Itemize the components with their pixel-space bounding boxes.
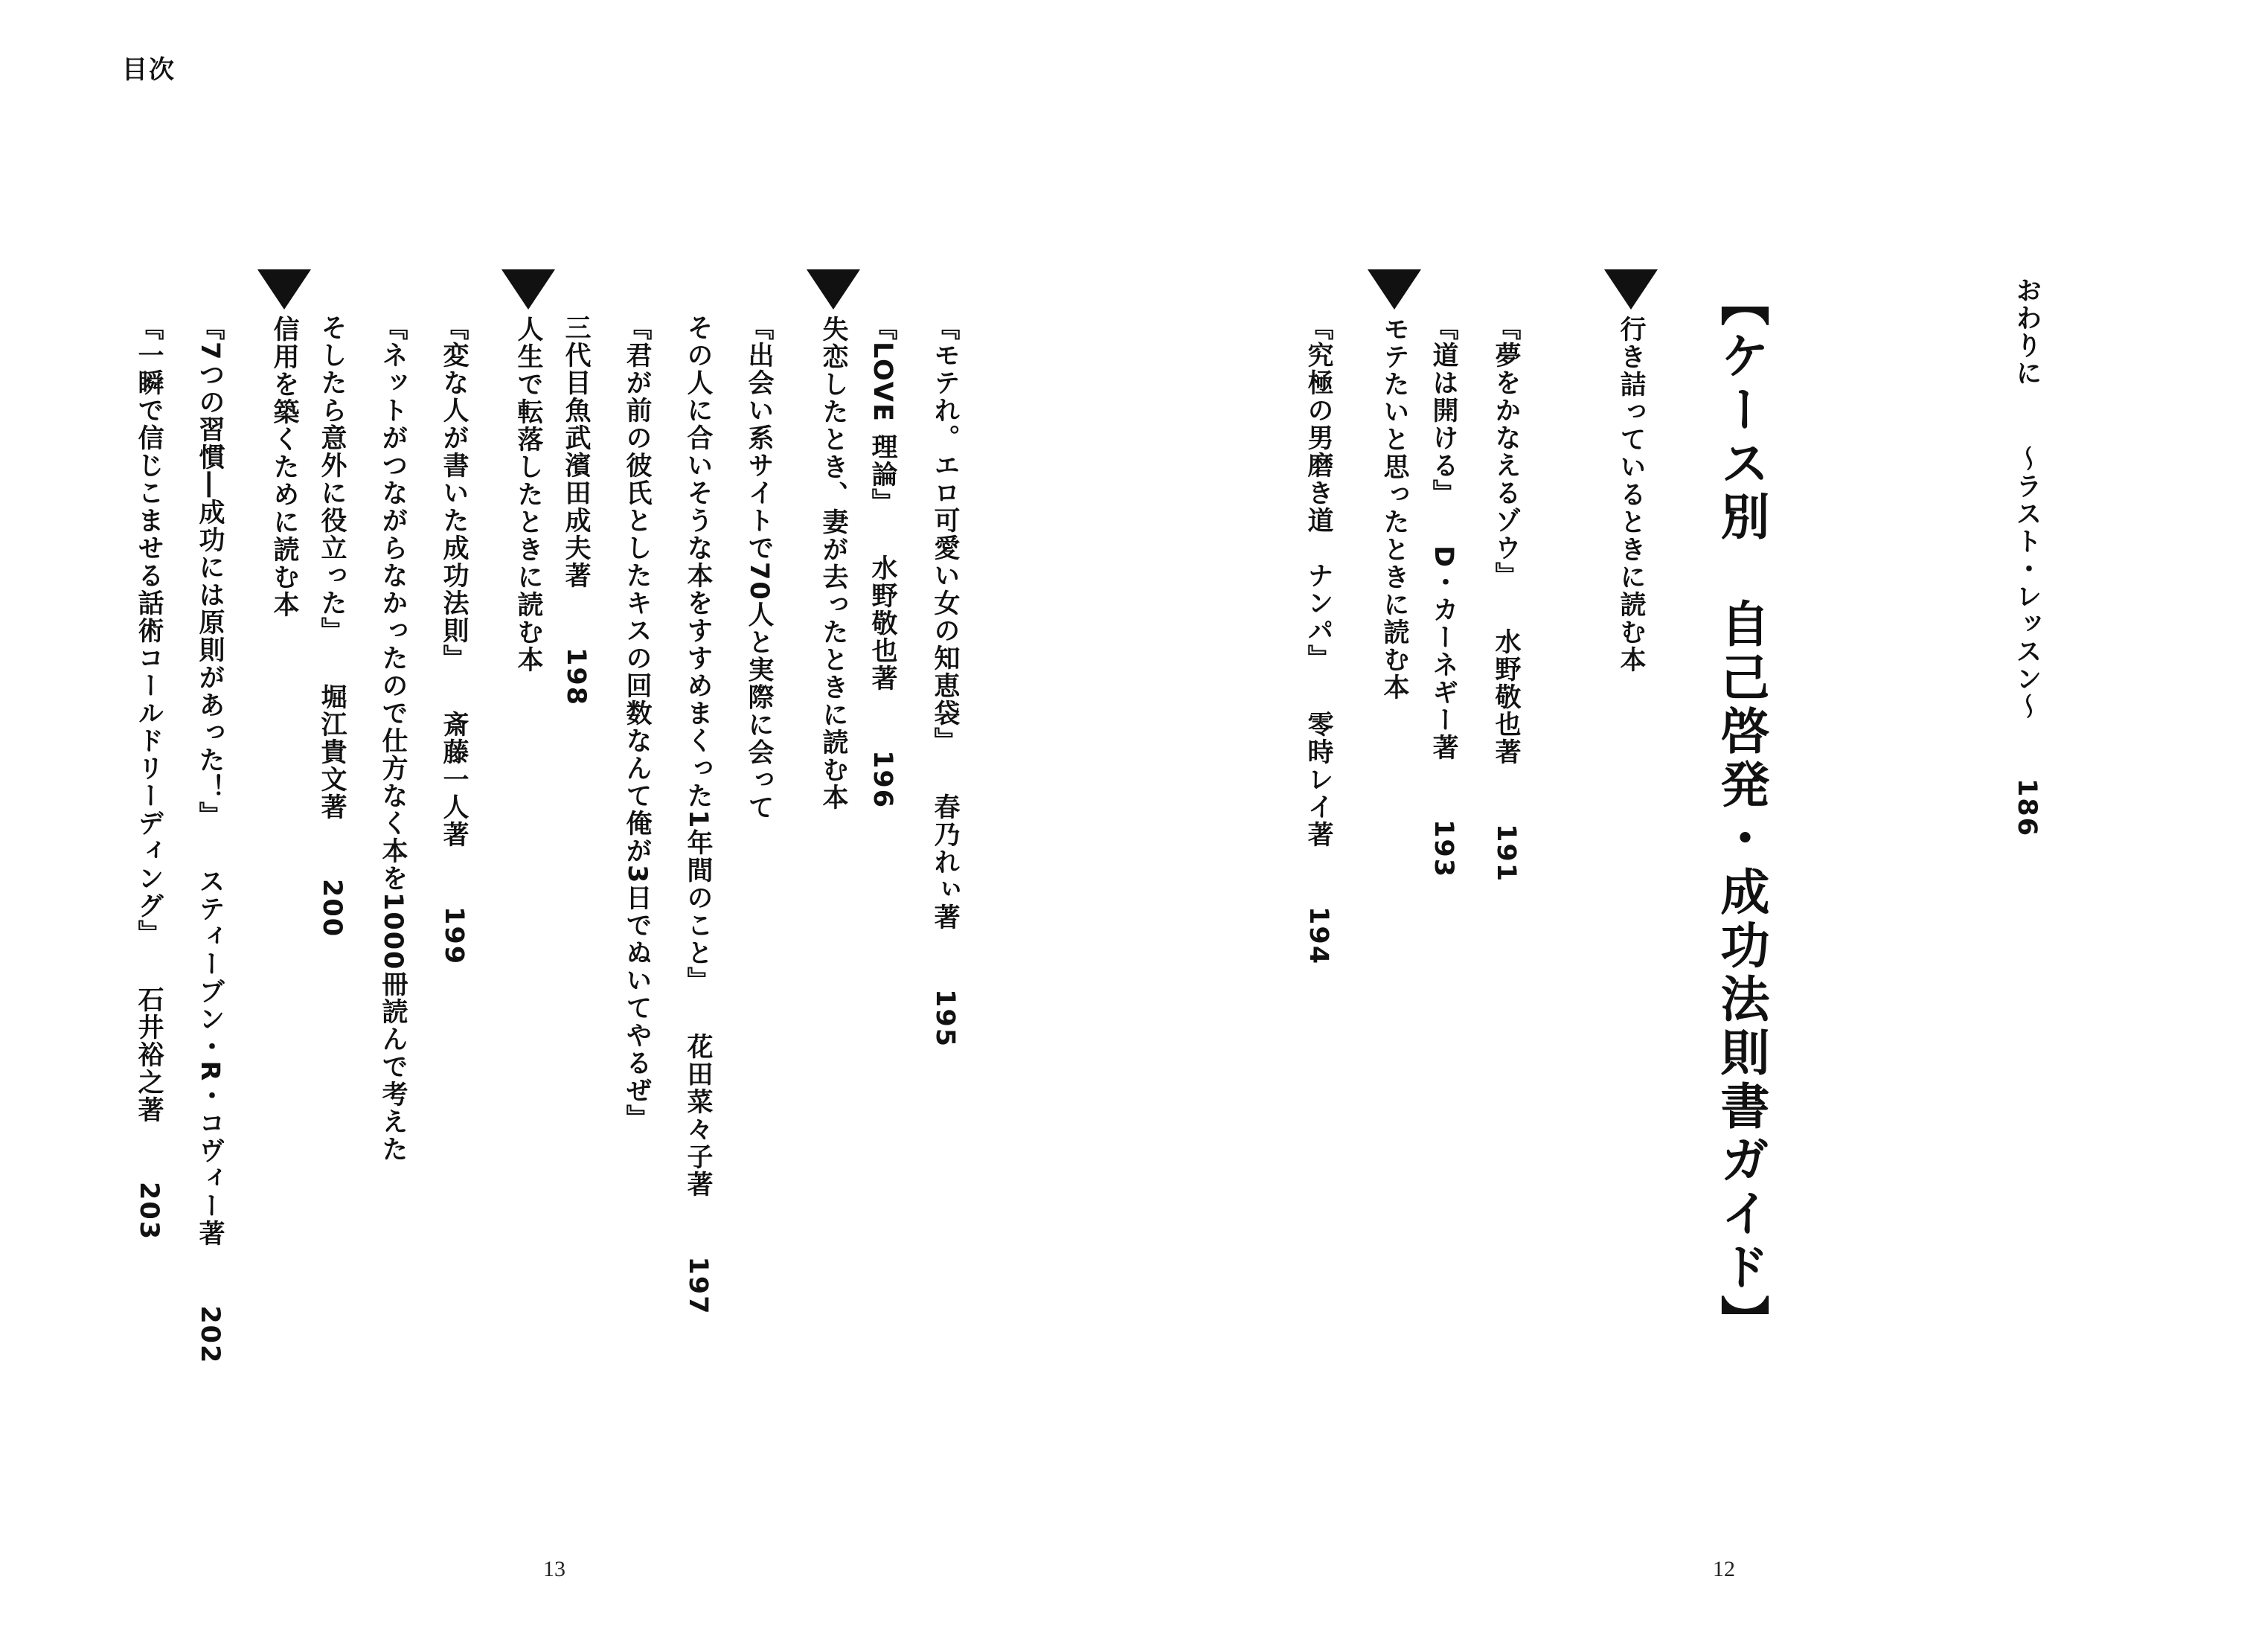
- book-author: 春乃れぃ著: [930, 793, 960, 931]
- book-title: 『変な人が書いた成功法則』: [439, 314, 469, 672]
- toc-entry-line2: [685, 314, 711, 1315]
- book-page: 200: [317, 879, 347, 938]
- book-title: 『モテれ。エロ可愛い女の知恵袋』: [930, 314, 960, 755]
- book-title: 『君が前の彼氏としたキスの回数なんて俺が3日でぬいてやるぜ』: [622, 314, 652, 1133]
- triangle-marker-icon: [1368, 269, 1421, 310]
- book-author: 零時レイ著: [1304, 711, 1333, 848]
- toc-entry: [869, 314, 895, 809]
- closing-entry: [2012, 277, 2042, 838]
- book-author: スティーブン・R・コヴィー著: [195, 868, 225, 1248]
- toc-entry-title: [624, 314, 650, 1132]
- triangle-marker-icon: [501, 269, 555, 310]
- closing-subtitle: 〜ラスト・レッスン〜: [2012, 445, 2042, 720]
- book-title: 『夢をかなえるゾウ』: [1491, 314, 1521, 589]
- section-heading-text: モテたいと思ったときに読む本: [1379, 316, 1409, 701]
- book-author: 水野敬也著: [868, 554, 897, 693]
- book-title: 『出会い系サイトで70人と実際に会って: [744, 314, 774, 822]
- section-heading-text: 信用を築くために読む本: [269, 316, 299, 618]
- toc-entry: [134, 314, 164, 1241]
- toc-entry: [1305, 314, 1331, 965]
- section-heading-heartbreak: [807, 269, 860, 811]
- toc-entry-line2: [317, 314, 347, 938]
- section-heading-text: 人生で転落したときに読む本: [513, 316, 543, 673]
- book-page: 191: [1491, 824, 1521, 883]
- book-page: 195: [930, 989, 960, 1048]
- toc-entry-author: [562, 314, 589, 706]
- section-heading-popular: [1368, 269, 1421, 701]
- chapter-title: 【ケース別 自己啓発・成功法則書ガイド】: [1712, 277, 1769, 1348]
- book-title: そしたら意外に役立った』: [317, 314, 347, 644]
- book-author: 水野敬也著: [1491, 628, 1521, 766]
- closing-page: 186: [2012, 778, 2042, 838]
- book-title: その人に合いそうな本をすすめまくった1年間のこと』: [683, 314, 713, 995]
- book-title: 『ネットがつながらなかったので仕方なく本を1000冊読んで考えた: [378, 314, 408, 1164]
- triangle-marker-icon: [807, 269, 860, 310]
- toc-entry: [195, 314, 225, 1365]
- page-number-left: 13: [543, 1557, 565, 1581]
- toc-entry: [932, 314, 958, 1048]
- book-page: 202: [195, 1305, 225, 1365]
- book-title: 『道は開ける』: [1429, 314, 1458, 507]
- toc-entry: [1493, 314, 1519, 883]
- section-heading-trust: [257, 269, 311, 618]
- toc-entry: [440, 314, 467, 965]
- book-title: 『究極の男磨き道 ナンパ』: [1304, 314, 1333, 672]
- toc-entry-line1: [379, 314, 406, 1163]
- page-number-right: 12: [1713, 1557, 1735, 1581]
- section-heading-downfall: [501, 269, 555, 673]
- book-page: 198: [561, 647, 591, 707]
- book-page: 194: [1304, 906, 1333, 966]
- book-title: 『LOVE 理論』: [868, 314, 897, 516]
- book-author: 斎藤一人著: [439, 711, 469, 848]
- book-title: 『一瞬で信じこませる話術コールドリーディング』: [134, 314, 164, 947]
- section-heading-stuck: [1604, 269, 1658, 673]
- running-header: 目次: [122, 55, 176, 85]
- book-author: 花田菜々子著: [683, 1033, 713, 1199]
- triangle-marker-icon: [257, 269, 311, 310]
- book-title: 『7つの習慣―成功には原則があった！』: [195, 314, 225, 830]
- book-page: 196: [868, 750, 897, 810]
- toc-entry: [1430, 314, 1456, 878]
- book-author: 堀江貴文著: [317, 683, 347, 821]
- toc-entry-line1: [746, 314, 772, 822]
- section-heading-text: 失恋したとき、妻が去ったときに読む本: [818, 316, 848, 811]
- book-page: 197: [683, 1256, 713, 1316]
- section-heading-text: 行き詰っているときに読む本: [1616, 316, 1646, 673]
- book-author: 三代目魚武濱田成夫著: [561, 314, 591, 589]
- triangle-marker-icon: [1604, 269, 1658, 310]
- book-page: 203: [134, 1182, 164, 1241]
- book-author: 石井裕之著: [134, 986, 164, 1124]
- book-page: 193: [1429, 819, 1458, 879]
- closing-label: おわりに: [2012, 277, 2042, 387]
- book-author: D・カーネギー著: [1429, 545, 1458, 762]
- book-page: 199: [439, 906, 469, 966]
